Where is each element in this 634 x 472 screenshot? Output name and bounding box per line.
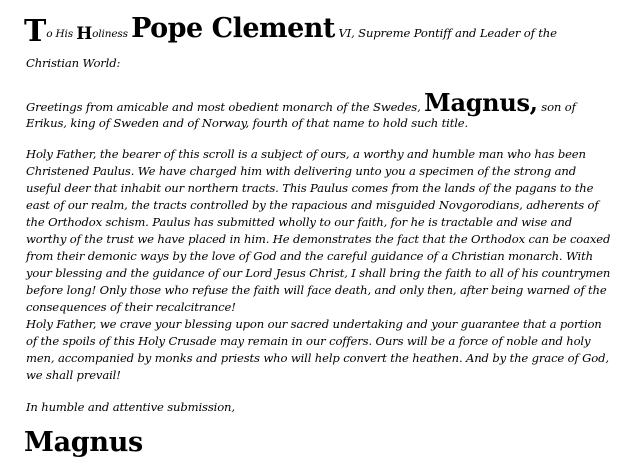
body-line: consequences of their recalcitrance! xyxy=(26,300,236,314)
signature: Magnus xyxy=(24,427,143,458)
body-line: of the spoils of this Holy Crusade may remain in our coffers. Ours will be a force of noble and holy xyxy=(26,334,591,348)
salutation-line xyxy=(24,10,557,49)
closing-line: In humble and attentive submission, xyxy=(26,400,235,414)
greeting-lead: Greetings from amicable and most obedient monarch of the Swedes, xyxy=(26,100,425,114)
body-line: men, accompanied by monks and priests who will help convert the heathen. And by the grace of God, xyxy=(26,351,609,365)
greeting-tail: son of xyxy=(537,100,576,114)
salutation-holiness: oliness xyxy=(92,28,132,40)
body-line: useful deer that inhabit our northern tracts. This Paulus comes from the lands of the pagans to the xyxy=(26,181,594,195)
body-line: we shall prevail! xyxy=(26,368,121,382)
salutation-drop-cap: T xyxy=(24,14,47,49)
salutation-line-2: Christian World: xyxy=(26,56,121,70)
body-line: your blessing and the guidance of our Lord Jesus Christ, I shall bring the faith to all of his countrymen xyxy=(26,266,611,280)
greeting-line-2: Erikus, king of Sweden and of Norway, fourth of that name to hold such title. xyxy=(26,116,469,130)
addressee-name: Pope Clement xyxy=(131,13,335,44)
sender-name: Magnus, xyxy=(424,88,538,117)
body-line: east of our realm, the tracts controlled by the rapacious and misguided Novgorodians, adherents of xyxy=(26,198,599,212)
salutation-to-his: o His xyxy=(46,28,77,40)
greeting-line xyxy=(26,88,576,117)
body-line: Holy Father, we crave your blessing upon our sacred undertaking and your guarantee that a portion xyxy=(26,317,602,331)
body-line: Christened Paulus. We have charged him with delivering unto you a specimen of the strong and xyxy=(26,164,576,178)
salutation-h-cap: H xyxy=(76,24,93,44)
body-line: Holy Father, the bearer of this scroll is a subject of ours, a worthy and humble man who has been xyxy=(26,147,586,161)
body-line: worthy of the trust we have placed in him. He demonstrates the fact that the Orthodox can be coaxed xyxy=(26,232,611,246)
body-line: before long! Only those who refuse the faith will face death, and only then, after being warned of the xyxy=(26,283,607,297)
body-line: the Orthodox schism. Paulus has submitted wholly to our faith, for he is tractable and wise and xyxy=(26,215,572,229)
body-line: from their demonic ways by the love of God and the careful guidance of a Christian monarch. With xyxy=(26,249,593,263)
salutation-rest: VI, Supreme Pontiff and Leader of the xyxy=(338,26,557,40)
